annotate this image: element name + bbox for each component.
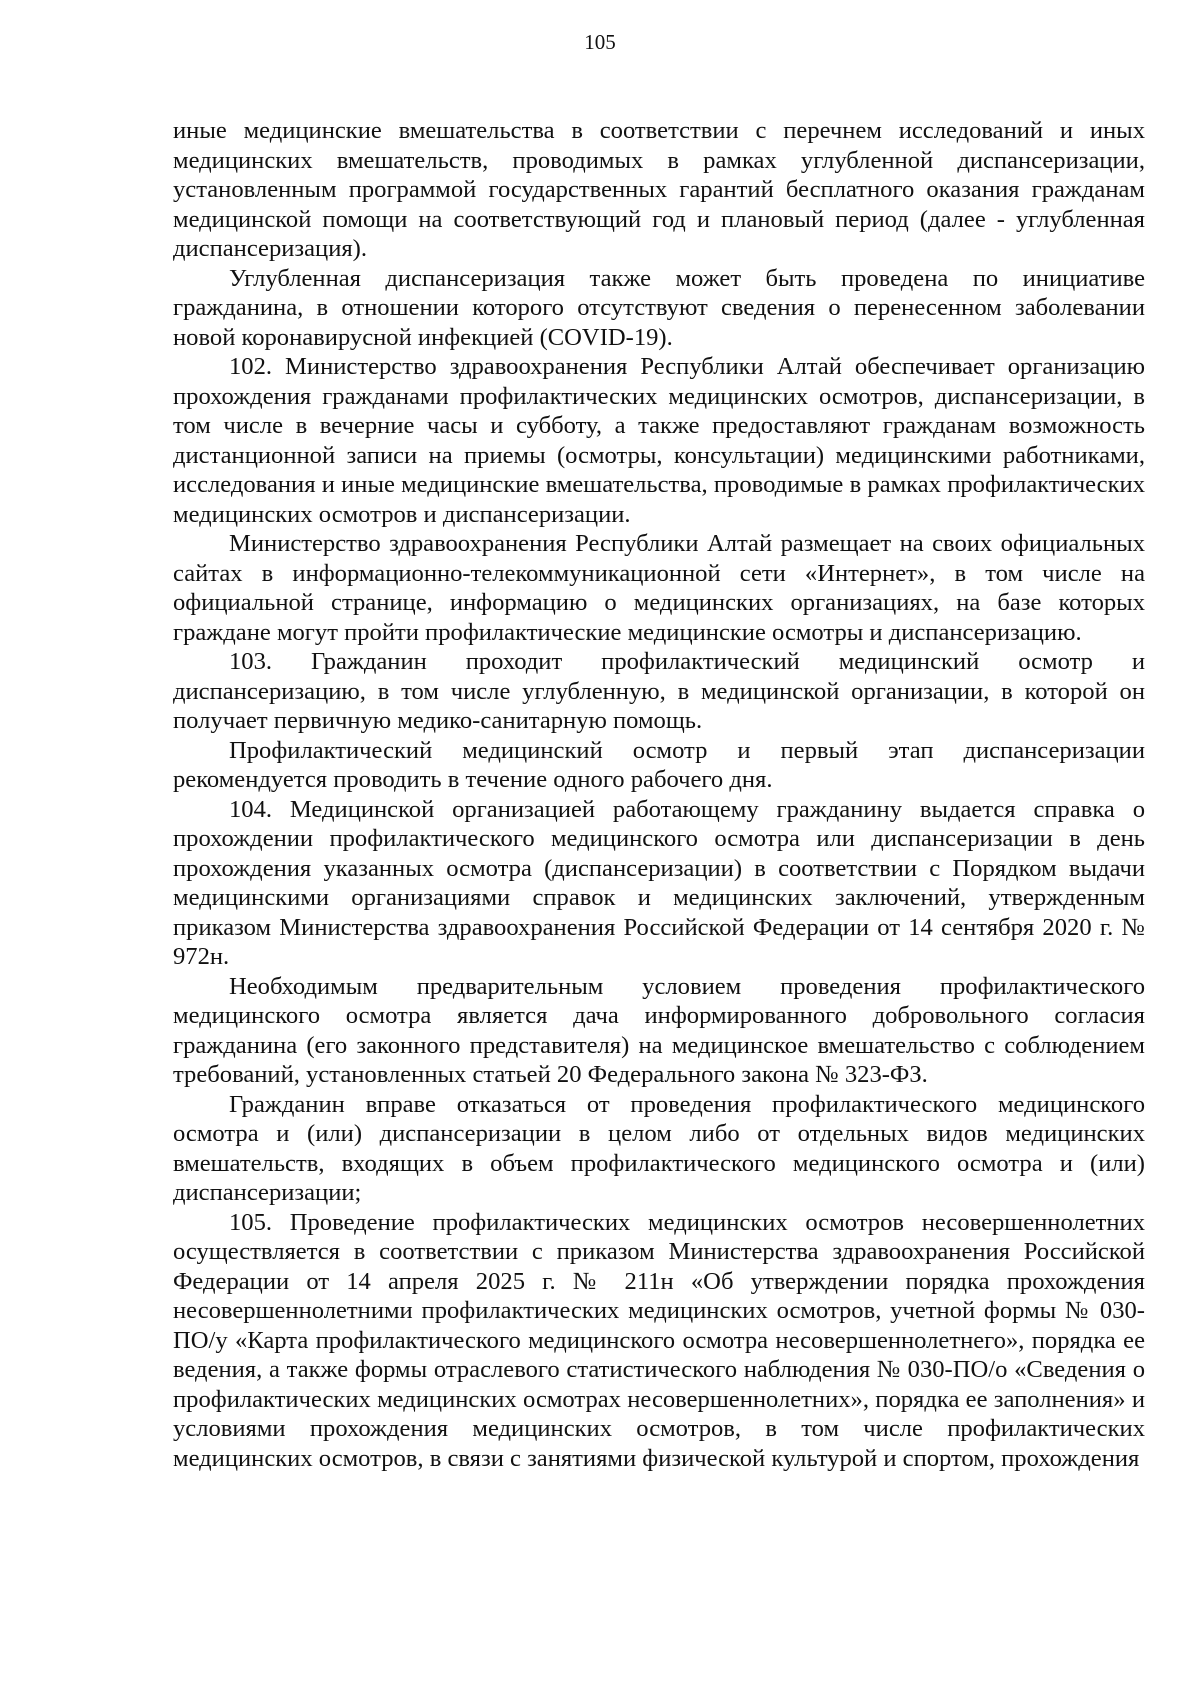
paragraph-one-working-day: Профилактический медицинский осмотр и первый этап диспансеризации рекомендуется проводить в течение одного рабочего дня. — [173, 736, 1145, 793]
paragraph-102: 102. Министерство здравоохранения Республики Алтай обеспечивает организацию прохождения гражданами профилактических медицинских осмотров, диспансеризации, в том числе в вечерние часы и субботу, а также предоставляют гражданам возможность дистанционной записи на приемы (осмотры, консультации) медицинскими работниками, исследования и иные медицинские вмешательства, проводимые в рамках профилактических медицинских осмотров и диспансеризации. — [173, 353, 1145, 528]
paragraph-in-depth-screening: Углубленная диспансеризация также может быть проведена по инициативе гражданина, в отношении которого отсутствуют сведения о перенесенном заболевании новой коронавирусной инфекцией (COVID-19). — [173, 264, 1145, 351]
page-number: 105 — [584, 30, 616, 54]
paragraph-105: 105. Проведение профилактических медицинских осмотров несовершеннолетних осуществляется в соответствии с приказом Министерства здравоохранения Российской Федерации от 14 апреля 2025 г. № 211н «Об утверждении порядка прохождения несовершеннолетними профилактических медицинских осмотров, учетной формы № 030-ПО/у «Карта профилактического медицинского осмотра несовершеннолетнего», порядка ее ведения, а также формы отраслевого статистического наблюдения № 030-ПО/о «Сведения о профилактических медицинских осмотрах несовершеннолетних», порядка ее заполнения» и условиями прохождения медицинских осмотров, в том числе профилактических медицинских осмотров, в связи с занятиями физической культурой и спортом, прохождения — [173, 1208, 1145, 1472]
paragraph-103: 103. Гражданин проходит профилактический медицинский осмотр и диспансеризацию, в том числе углубленную, в медицинской организации, в которой он получает первичную медико-санитарную помощь. — [173, 648, 1145, 734]
paragraph-right-to-refuse: Гражданин вправе отказаться от проведения профилактического медицинского осмотра и (или) диспансеризации в целом либо от отдельных видов медицинских вмешательств, входящих в объем профилактического медицинского осмотра и (или) диспансеризации; — [173, 1090, 1145, 1206]
paragraph-continuation: иные медицинские вмешательства в соответствии с перечнем исследований и иных медицинских вмешательств, проводимых в рамках углубленной диспансеризации, установленным программой государственных гарантий бесплатного оказания гражданам медицинской помощи на соответствующий год и плановый период (далее - углубленная диспансеризация). — [173, 117, 1145, 262]
paragraph-104: 104. Медицинской организацией работающему гражданину выдается справка о прохождении профилактического медицинского осмотра или диспансеризации в день прохождения указанных осмотра (диспансеризации) в соответствии с Порядком выдачи медицинскими организациями справок и медицинских заключений, утвержденным приказом Министерства здравоохранения Российской Федерации от 14 сентября 2020 г. № 972н. — [173, 795, 1145, 970]
paragraph-ministry-websites: Министерство здравоохранения Республики Алтай размещает на своих официальных сайтах в информационно-телекоммуникационной сети «Интернет», в том числе на официальной странице, информацию о медицинских организациях, на базе которых граждане могут пройти профилактические медицинские осмотры и диспансеризацию. — [173, 530, 1145, 646]
paragraph-informed-consent: Необходимым предварительным условием проведения профилактического медицинского осмотра является дача информированного добровольного согласия гражданина (его законного представителя) на медицинское вмешательство с соблюдением требований, установленных статьей 20 Федерального закона № 323-ФЗ. — [173, 972, 1145, 1088]
document-body — [173, 116, 1145, 1473]
